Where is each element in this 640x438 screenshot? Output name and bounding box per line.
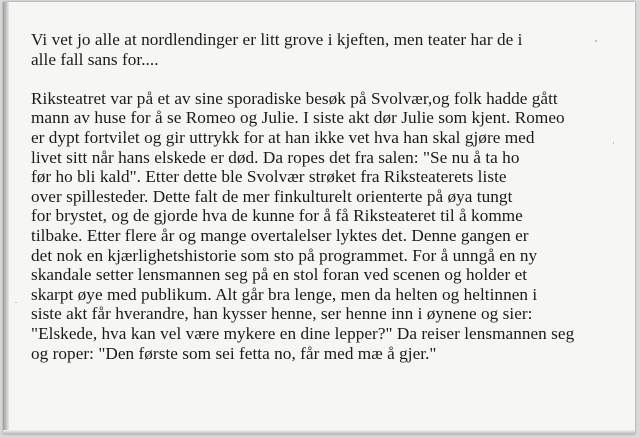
text-line: Riksteatret var på et av sine sporadiske besøk på Svolvær,og folk hadde gått — [31, 88, 558, 108]
text-line: mann av huse for å se Romeo og Julie. I siste akt dør Julie som kjent. Romeo — [31, 108, 565, 128]
text-line: Vi vet jo alle at nordlendinger er litt grove i kjeften, men teater har de i — [31, 30, 523, 49]
paragraph-gap — [31, 69, 627, 89]
text-line: "Elskede, hva kan vel være mykere en dine lepper?" Da reiser lensmannen seg — [31, 323, 575, 343]
text-line: alle fall sans for.... — [31, 49, 159, 69]
paper-left-shadow — [3, 2, 9, 434]
text-line: skandale setter lensmannen seg på en stol foran ved scenen og holder et — [31, 265, 528, 285]
document-body — [31, 30, 627, 363]
text-line: livet sitt når hans elskede er død. Da ropes det fra salen: "Se nu å ta ho — [31, 147, 520, 167]
scan-speck — [15, 302, 17, 303]
text-line: over spillesteder. Dette falt de mer finkulturelt orienterte på øya tungt — [31, 186, 513, 206]
text-line: skarpt øye med publikum. Alt går bra lenge, men da helten og heltinnen i — [31, 284, 538, 304]
scanned-paper-sheet — [3, 2, 635, 434]
text-line: tilbake. Etter flere år og mange overtalelser lyktes det. Denne gangen er — [31, 225, 529, 245]
text-line: og roper: "Den første som sei fetta no, får med mæ å gjer." — [31, 343, 437, 363]
paper-bottom-shadow — [3, 430, 635, 434]
text-line: før ho bli kald". Etter dette ble Svolvær strøket fra Riksteaterets liste — [31, 167, 507, 187]
story-paragraph — [31, 89, 627, 363]
text-line: det nok en kjærlighetshistorie som sto på programmet. For å unngå en ny — [31, 245, 538, 265]
text-line: er dypt fortvilet og gir uttrykk for at han ikke vet hva han skal gjøre med — [31, 127, 535, 147]
text-line: siste akt får hverandre, han kysser henne, ser henne inn i øynene og sier: — [31, 304, 533, 324]
intro-paragraph — [31, 30, 627, 69]
text-line: for brystet, og de gjorde hva de kunne for å få Riksteateret til å komme — [31, 206, 523, 226]
